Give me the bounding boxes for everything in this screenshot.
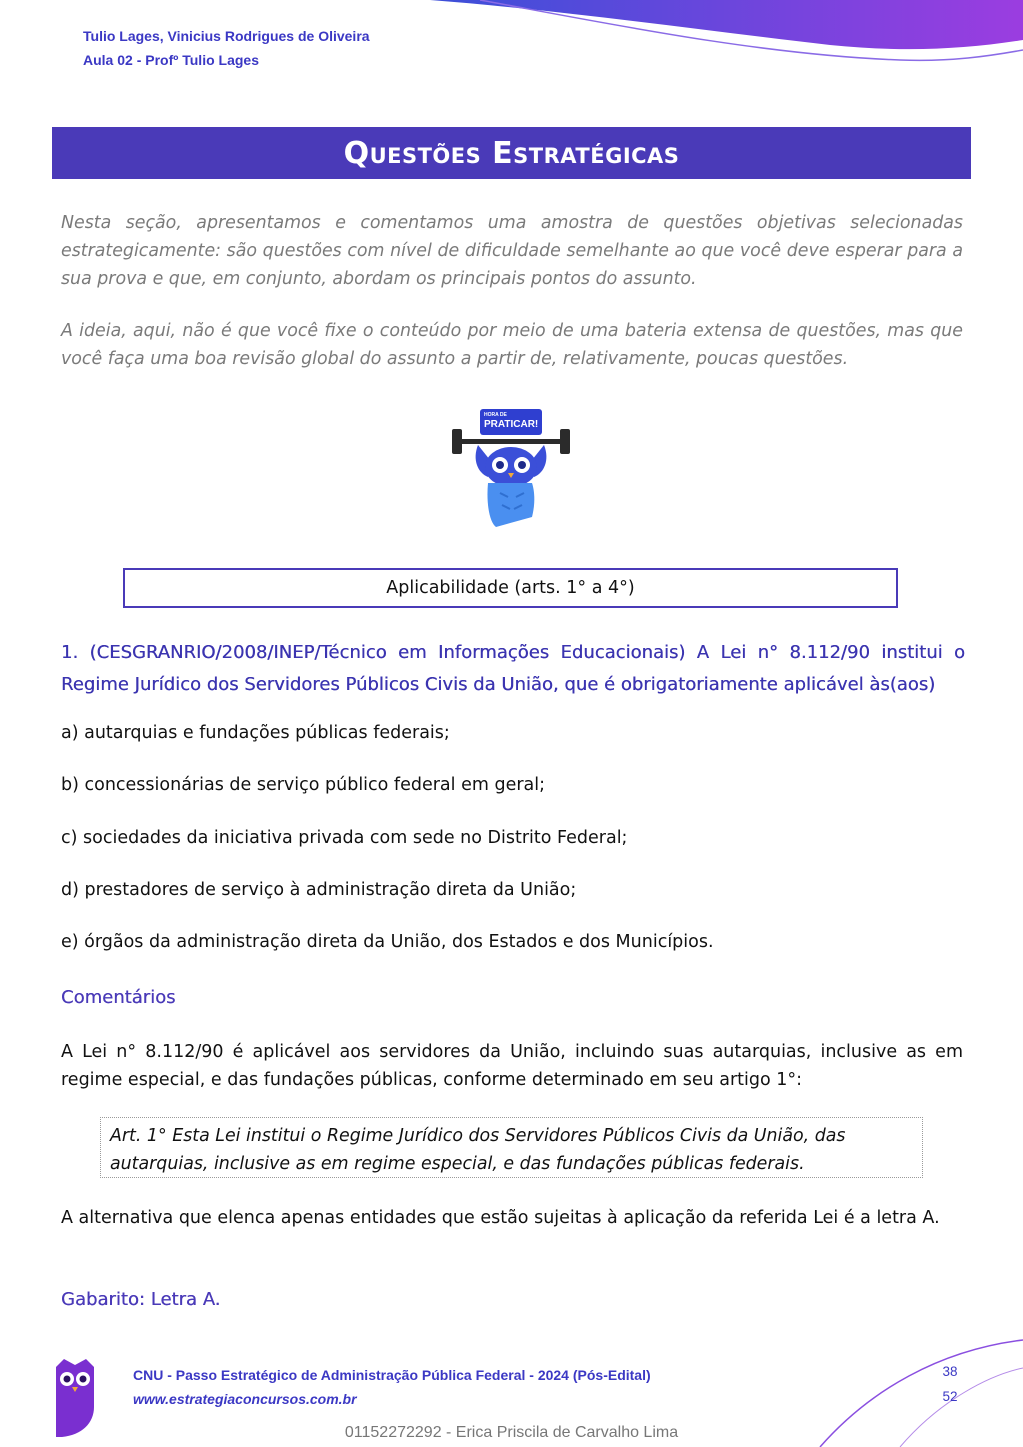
option-e: e) órgãos da administração direta da União, dos Estados e dos Municípios. [61,932,714,952]
topic-box: Aplicabilidade (arts. 1° a 4°) [123,568,898,608]
option-b: b) concessionárias de serviço público federal em geral; [61,775,546,795]
footer-course-title: CNU - Passo Estratégico de Administração Pública Federal - 2024 (Pós-Edital) [133,1367,651,1383]
intro-paragraph: A ideia, aqui, não é que você fixe o conteúdo por meio de uma bateria extensa de questões, mas que você faça uma boa revisão global do assunto a partir de, relativamente, poucas questões. [61,321,963,369]
comments-conclusion: A alternativa que elenca apenas entidades que estão sujeitas à aplicação da referida Lei é a letra A. [61,1208,940,1228]
answer-key: Gabarito: Letra A. [61,1289,221,1310]
question-statement: 1. (CESGRANRIO/2008/INEP/Técnico em Informações Educacionais) A Lei n° 8.112/90 institui o Regime Jurídico dos Servidores Públicos Civis da União, que é obrigatoriamente aplicável às(aos) [61,642,965,695]
mascot-badge-large: PRATICAR! [484,419,539,430]
option-a: a) autarquias e fundações públicas federais; [61,723,450,743]
footer-url-link[interactable]: www.estrategiaconcursos.com.br [133,1391,357,1407]
option-c: c) sociedades da iniciativa privada com sede no Distrito Federal; [61,828,628,848]
option-d: d) prestadores de serviço à administração direta da União; [61,880,577,900]
law-quote: Art. 1° Esta Lei institui o Regime Jurídico dos Servidores Públicos Civis da União, das autarquias, inclusive as em regime especial, e das fundações públicas federais. [100,1117,923,1178]
page-number: 38 [942,1364,958,1379]
intro-paragraph: Nesta seção, apresentamos e comentamos uma amostra de questões objetivas selecionadas estrategicamente: são questões com nível de dificuldade semelhante ao que você deve esperar para a sua prova e que, em conjunto, abordam os principais pontos do assunto. [61,213,963,289]
header-authors: Tulio Lages, Vinicius Rodrigues de Oliveira [83,28,370,44]
section-title: Questões Estratégicas [52,127,971,179]
comments-heading: Comentários [61,987,176,1008]
owl-weightlifting-mascot-icon [450,405,572,533]
comments-text: A Lei n° 8.112/90 é aplicável aos servidores da União, incluindo suas autarquias, inclusive as em regime especial, e das fundações públicas, conforme determinado em seu artigo 1°: [61,1042,963,1090]
mascot-badge-small: HORA DE [484,412,507,418]
header-lesson: Aula 02 - Profº Tulio Lages [83,52,259,68]
page-total: 52 [942,1389,958,1404]
license-watermark: 01152272292 - Erica Priscila de Carvalho Lima [344,1424,679,1441]
